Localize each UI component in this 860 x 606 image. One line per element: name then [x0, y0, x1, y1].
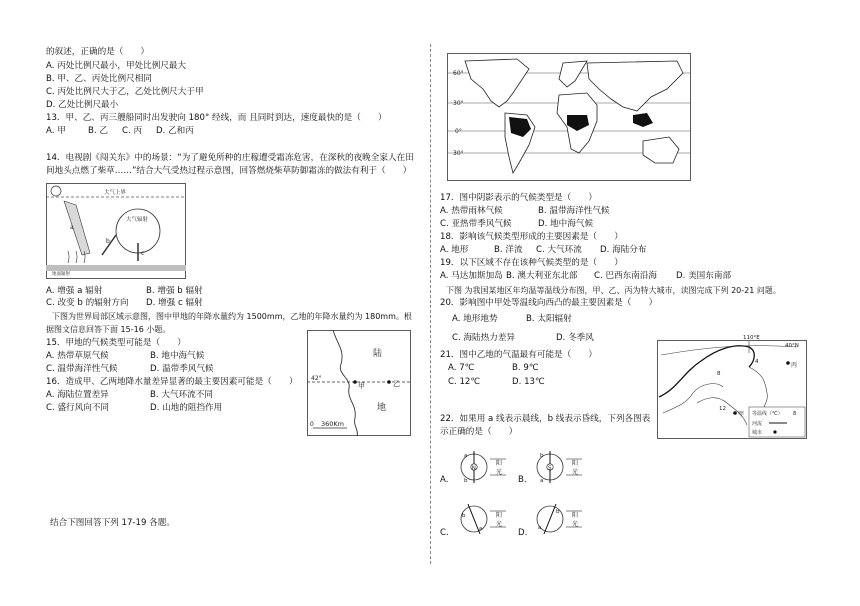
land-label-top: 陆: [373, 349, 383, 359]
q14-options-row2: [46, 298, 203, 309]
q12-intro: 的叙述，正确的是（ ）: [46, 47, 150, 57]
sunlight-label-bottom: 光: [496, 469, 503, 476]
isotherm-value-4: 4: [755, 359, 759, 365]
q17-options-row1: [440, 206, 610, 217]
q14-option-c: C. 改变 b 的辐射方向: [46, 298, 129, 308]
q22-option-a: A.: [440, 475, 449, 485]
line-b-label: b: [462, 513, 466, 519]
city-jia-dot: [733, 411, 737, 415]
line-b-label: b: [540, 453, 544, 459]
pole-n-label: N: [471, 465, 476, 472]
q14-option-b: B. 增强 b 辐射: [146, 286, 203, 296]
q16-option-d: D. 山地的阻挡作用: [150, 403, 223, 413]
city-jia-label: 甲: [738, 411, 745, 418]
lat-60-label: 60°: [453, 70, 464, 77]
q21-option-b: B. 9℃: [512, 363, 539, 373]
q12-option-b: B. 甲、乙、丙处比例尺相同: [46, 74, 152, 84]
q19-option-d: D. 美国东南部: [676, 271, 732, 281]
isotherm-value-12: 12: [719, 406, 726, 412]
letter-b: b: [106, 238, 110, 245]
letter-c: c: [141, 250, 145, 257]
q15-option-d: D. 温带季风气候: [150, 364, 214, 374]
line-a-label: a: [540, 478, 544, 484]
q17-option-c: C. 亚热带季风气候: [440, 219, 512, 229]
sunlight-label-top: 阳: [496, 512, 503, 519]
longitude-label: 110°E: [743, 335, 760, 341]
q13-options: [46, 126, 194, 137]
q22-diagram-b: [530, 445, 590, 491]
line-a-label: a: [538, 525, 542, 531]
scale-zero: 0: [310, 421, 314, 428]
legend-river-label: 河流: [752, 421, 763, 427]
q12-option-d: D. 乙处比例尺最小: [46, 100, 119, 110]
q22-diagram-d: [530, 497, 590, 543]
q22-option-d: D.: [518, 528, 528, 538]
sunlight-label-top: 阳: [572, 512, 579, 519]
line-b-label: b: [556, 509, 560, 515]
q17-option-a: A. 热带雨林气候: [440, 206, 503, 216]
sunlight-label-top: 阳: [496, 460, 503, 467]
q16-options-row1: [46, 390, 213, 401]
q12-option-c: C. 丙处比例尺大于乙，乙处比例尺大于甲: [46, 87, 204, 97]
q21-options-row2: [448, 377, 545, 388]
line-b-label: b: [464, 478, 468, 484]
q13-option-a: A. 甲: [46, 126, 66, 136]
q13-stem: 13．甲、乙、丙三艘船同时出发驶向 180° 经线，而 且同时到达，速度最快的是（ ）: [46, 113, 387, 123]
q21-option-c: C. 12℃: [448, 377, 481, 387]
scale-label: 360Km: [321, 420, 345, 428]
regional-map-q15: [307, 330, 411, 436]
q17-stem: 17．图中阴影表示的气候类型是（ ）: [440, 193, 598, 203]
point-jia-label: 甲: [358, 382, 365, 390]
lat-0-label: 0°: [455, 128, 462, 135]
q16-option-b: B. 大气环流不同: [150, 390, 213, 400]
q14-stem-line2: 间地头点燃了柴草……”结合大气受热过程示意图，回答燃烧柴草防御霜冻的做法有利于（ ）: [46, 166, 412, 176]
ground-strip: [46, 265, 186, 271]
q20-option-d: D. 冬季风: [556, 333, 594, 343]
q13-option-c: C. 丙: [122, 126, 143, 136]
q18-option-a: A. 地形: [440, 245, 469, 255]
q18-option-d: D. 海陆分布: [600, 245, 647, 255]
q20-option-a: A. 地形地势: [452, 314, 498, 324]
q14-option-d: D. 增强 c 辐射: [146, 298, 203, 308]
q20-option-b: B. 太阳辐射: [526, 314, 572, 324]
latitude-label-40n: 40°N: [785, 343, 799, 349]
q20-stem: 20．影响图中甲处等温线向西凸的最主要因素是（ ）: [440, 298, 658, 308]
q22-stem-line2: 示正确的是（ ）: [440, 427, 518, 437]
q17-options-row2: [440, 219, 593, 230]
q22-diagram-a: [454, 445, 514, 491]
solar-radiation-arrow: [64, 201, 90, 255]
q15-options-row1: [46, 351, 204, 362]
q17-option-b: B. 温带海洋性气候: [538, 206, 610, 216]
line-a-label: a: [479, 526, 483, 532]
q18-option-b: B. 洋流: [494, 245, 523, 255]
q15-intro-line1: 下图为世界局部区域示意图，图中甲地的年降水量约为 1500mm，乙地的年降水量约为 180mm。根: [52, 312, 412, 321]
q17-intro: 结合下图回答下列 17-19 各题。: [50, 518, 175, 528]
q12-option-a: A. 丙处比例尺最小，甲处比例尺最大: [46, 61, 187, 71]
q14-stem-line1: 14．电视剧《闯关东》中的场景：“为了避免所种的庄稼遭受霜冻危害，在深秋的夜晚全家人在田: [46, 153, 414, 163]
q21-stem: 21．图中乙地的气温最有可能是（ ）: [440, 350, 598, 360]
q15-intro-line2: 据图文信息回答下面 15-16 小题。: [46, 325, 171, 334]
q17-option-d: D. 地中海气候: [538, 219, 594, 229]
letter-a: a: [70, 224, 74, 231]
q16-stem: 16．造成甲、乙两地降水量差异显著的最主要因素可能是（ ）: [46, 377, 298, 387]
q21-options-row1: [448, 363, 538, 374]
q15-options-row2: [46, 364, 214, 375]
point-jia: [353, 380, 357, 384]
sunlight-label-bottom: 光: [572, 469, 579, 476]
column-divider: [430, 44, 431, 564]
q19-stem: 19．以下区域不存在该种气候类型的是（ ）: [440, 258, 623, 268]
legend-city-dot: [773, 430, 776, 433]
atmosphere-radiation-label: 大气辐射: [126, 217, 149, 223]
sunlight-label-bottom: 光: [572, 521, 579, 528]
q15-option-c: C. 温带海洋性气候: [46, 364, 118, 374]
q21-option-d: D. 13℃: [512, 377, 545, 387]
q22-stem-line1: 22．如果用 a 线表示晨线，b 线表示昏线，下列各图表: [440, 414, 651, 424]
sunlight-label-bottom: 光: [496, 521, 503, 528]
latitude-label: 42°: [311, 375, 322, 382]
legend-city-label: 城市: [752, 430, 763, 436]
q20-options-row2: [452, 333, 594, 344]
q19-option-b: B. 澳大利亚东北部: [506, 271, 578, 281]
lat-30n-label: 30°: [453, 100, 464, 107]
point-yi-label: 乙: [393, 380, 400, 388]
q20-option-c: C. 海陆热力差异: [452, 333, 516, 343]
q20-intro: 下图 为我国某地区年均温等温线分布图，甲、乙、丙为特大城市，读图完成下列 20-21 问题。: [446, 286, 781, 295]
land-label-bottom: 地: [377, 403, 387, 413]
q14-options-row1: [46, 286, 203, 297]
q19-options: [440, 271, 731, 282]
sunlight-label-top: 阳: [572, 460, 579, 467]
q14-option-a: A. 增强 a 辐射: [46, 286, 103, 296]
isotherm-map: [657, 333, 807, 439]
q15-option-b: B. 地中海气候: [150, 351, 205, 361]
point-yi: [387, 380, 391, 384]
q20-options-row1: [452, 314, 572, 325]
q22-option-c: C.: [440, 528, 449, 538]
q13-option-b: B. 乙: [88, 126, 108, 136]
isotherm-value-8: 8: [717, 371, 721, 377]
atmosphere-top-label: 大气上界: [104, 190, 127, 196]
lat-30s-label: 30°: [453, 150, 464, 157]
city-bing-dot: [786, 361, 790, 365]
q18-stem: 18．影响该气候类型形成的主要因素是（ ）: [440, 232, 623, 242]
q22-diagram-c: [454, 497, 514, 543]
q15-option-a: A. 热带草原气候: [46, 351, 109, 361]
q18-options: [440, 245, 646, 256]
q19-option-c: C. 巴西东南沿海: [594, 271, 658, 281]
q21-option-a: A. 7℃: [448, 363, 475, 373]
world-climate-map: [447, 53, 691, 181]
line-a-label: a: [464, 453, 468, 459]
q22-option-b: B.: [518, 475, 527, 485]
ground-label: 地面辐射: [52, 272, 70, 277]
atmosphere-heating-diagram: [46, 183, 186, 279]
pole-s-label: S: [548, 465, 552, 472]
q18-option-c: C. 大气环流: [536, 245, 582, 255]
q13-option-d: D. 乙和丙: [156, 126, 194, 136]
q16-options-row2: [46, 403, 222, 414]
q15-stem: 15．甲地的气候类型可能是（ ）: [46, 338, 186, 348]
city-bing-label: 丙: [791, 362, 798, 369]
legend-isotherm-value: 8: [793, 411, 797, 417]
sun-icon: [51, 186, 61, 196]
q16-option-a: A. 海陆位置差异: [46, 390, 109, 400]
legend-isotherm-label: 等温线（℃）: [752, 411, 783, 417]
q19-option-a: A. 马达加斯加岛: [440, 271, 503, 281]
q16-option-c: C. 盛行风向不同: [46, 403, 110, 413]
